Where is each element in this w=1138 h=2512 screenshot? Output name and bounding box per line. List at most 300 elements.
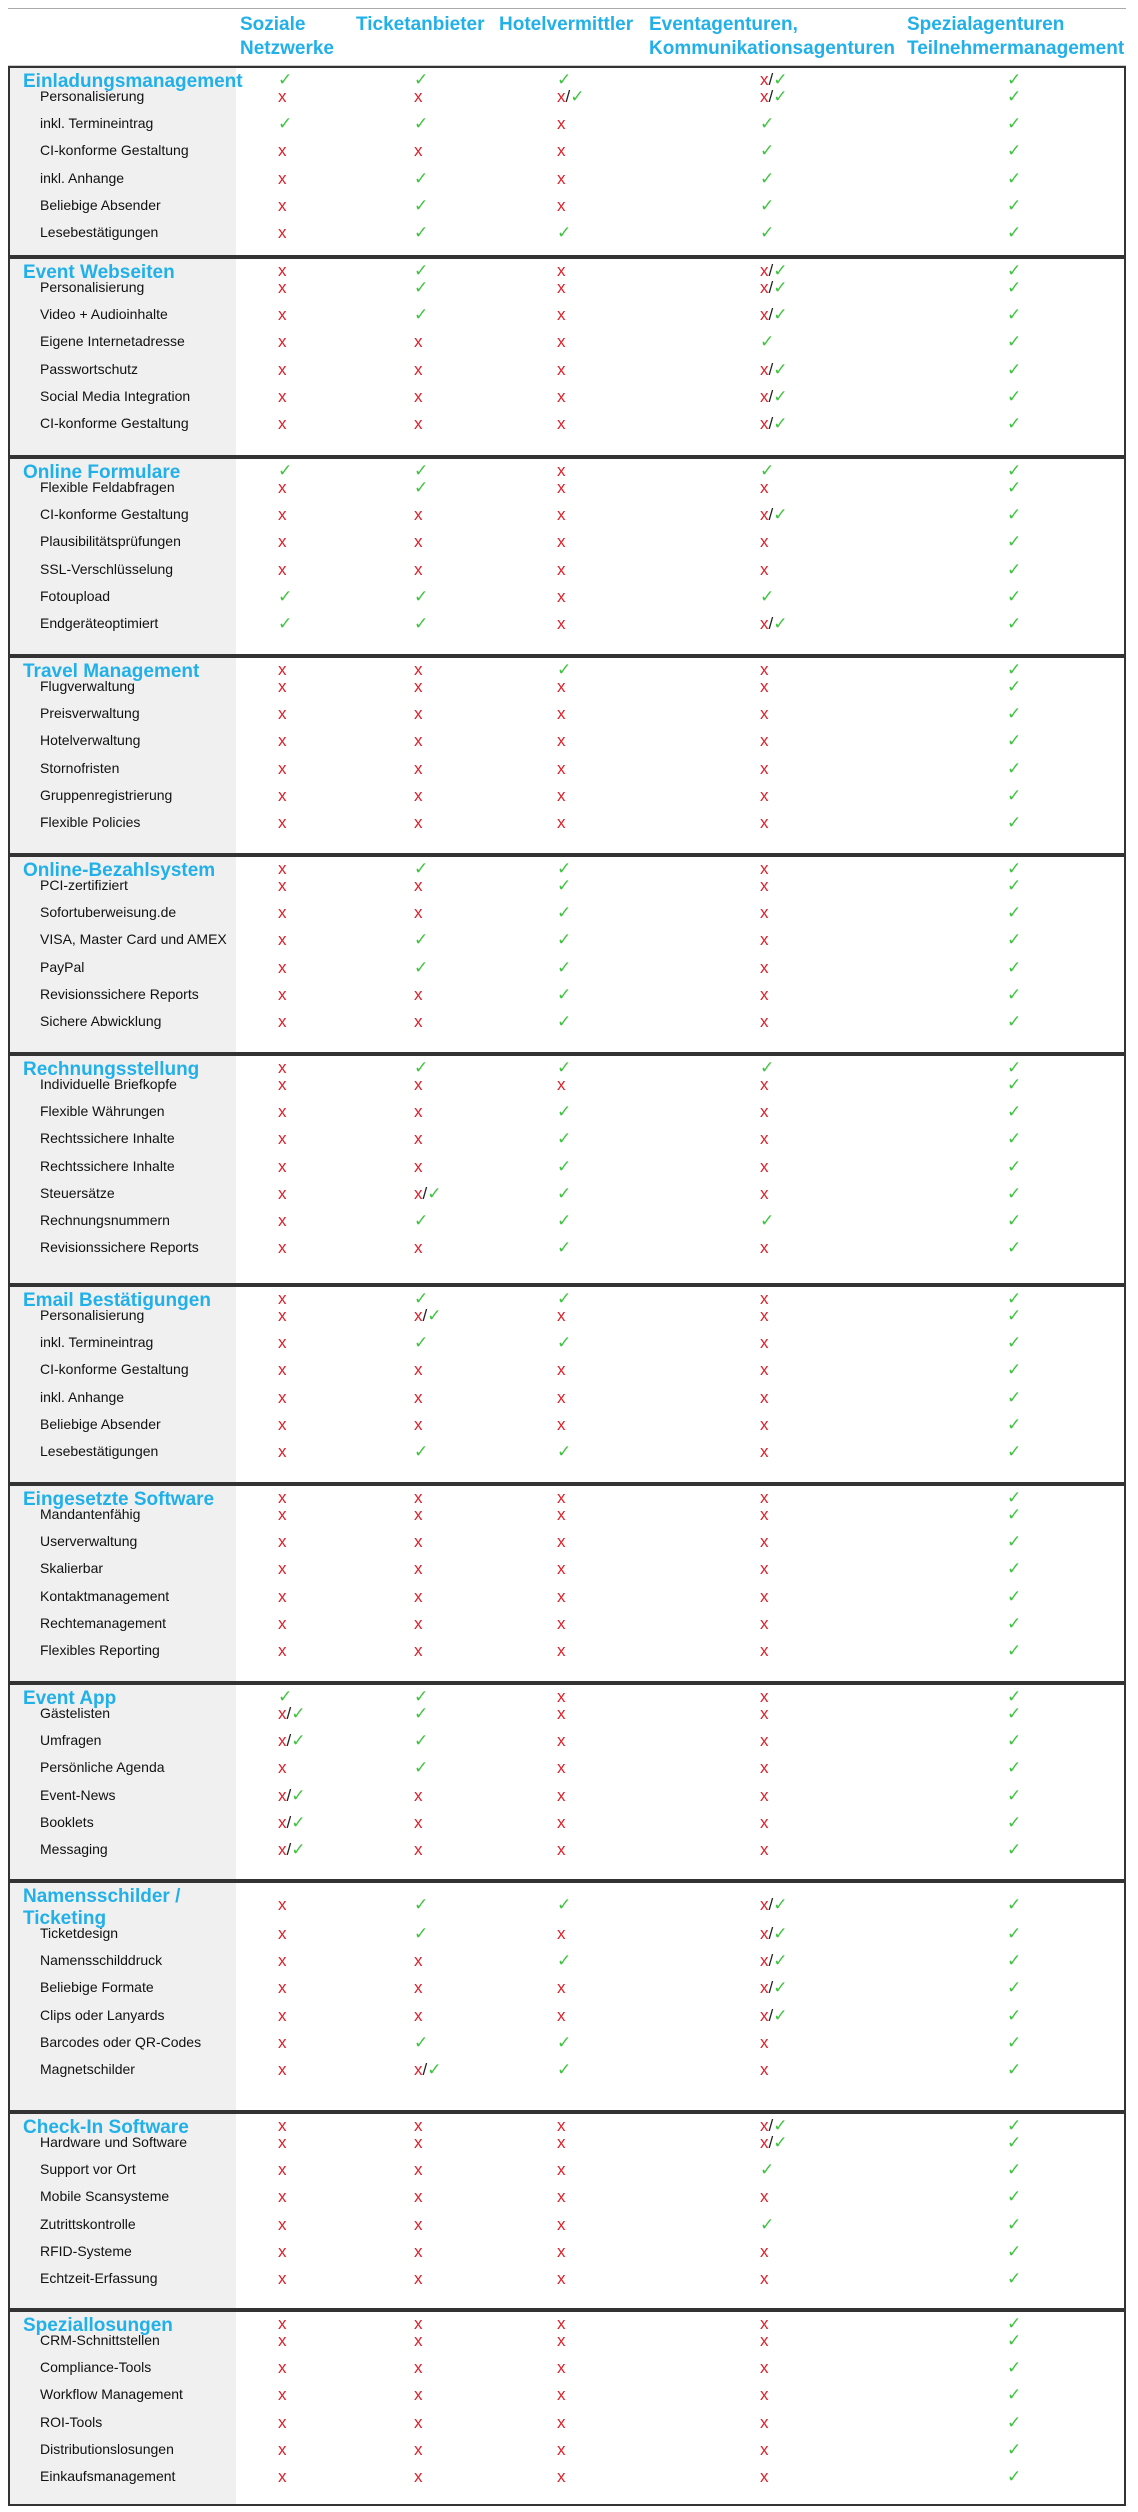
table-row (10, 1009, 1124, 1036)
no-mark: x (557, 1360, 566, 1380)
feature-label: Hotelverwaltung (40, 732, 141, 749)
feature-label: Magnetschilder (40, 2061, 135, 2077)
no-mark: x (278, 141, 287, 161)
check-icon: ✓ (1007, 278, 1022, 297)
table-row (10, 111, 1124, 138)
no-mark: x (278, 359, 287, 379)
check-icon: ✓ (1007, 1924, 1022, 1943)
no-mark: x (414, 1840, 423, 1859)
feature-label: Lesebestätigungen (40, 1443, 159, 1459)
no-mark: x (557, 2439, 566, 2459)
feature-label: Personalisierung (40, 88, 145, 104)
check-icon: ✓ (1007, 1075, 1022, 1094)
feature-label: SSL-Verschlüsselung (40, 560, 174, 577)
check-icon: ✓ (557, 1058, 572, 1077)
no-mark: x (278, 1183, 287, 1203)
partial-mark: x/✓ (760, 70, 788, 89)
check-icon: ✓ (557, 957, 572, 977)
no-mark: x (278, 1532, 287, 1552)
no-mark: x (278, 168, 287, 188)
feature-section (8, 66, 1126, 257)
check-icon: ✓ (1007, 386, 1022, 406)
table-row (10, 1948, 1124, 1975)
partial-mark: x/✓ (760, 261, 788, 280)
no-mark: x (278, 2241, 287, 2261)
check-icon: ✓ (1007, 461, 1022, 480)
feature-label: Revisionssichere Reports (40, 985, 199, 1002)
no-mark: x (760, 1812, 769, 1832)
feature-label: Workflow Management (40, 2386, 183, 2403)
no-mark: x (278, 1387, 287, 1407)
table-row (10, 783, 1124, 810)
table-row (10, 728, 1124, 755)
column-header-specialist-agencies: Spezialagenturen Teilnehmermanagement (907, 14, 1125, 59)
no-mark: x (557, 704, 566, 724)
no-mark: x (557, 1731, 566, 1751)
check-icon: ✓ (1007, 478, 1022, 497)
no-mark: x (278, 1058, 287, 1077)
section-title: Travel Management (23, 661, 200, 682)
no-mark: x (557, 1840, 566, 1859)
no-mark: x (557, 1586, 566, 1606)
feature-label: Fotoupload (40, 587, 111, 604)
section-title: Eingesetzte Software (23, 1489, 215, 1510)
check-icon: ✓ (414, 223, 429, 242)
no-mark: x (760, 1075, 769, 1094)
no-mark: x (557, 2412, 566, 2432)
feature-label: ROI-Tools (40, 2413, 103, 2430)
no-mark: x (278, 1414, 287, 1434)
no-mark: x (414, 2241, 423, 2261)
no-mark: x (760, 876, 769, 895)
no-mark: x (414, 2439, 423, 2459)
no-mark: x (414, 876, 423, 895)
no-mark: x (557, 2269, 566, 2288)
no-mark: x (557, 195, 566, 215)
feature-section (8, 1054, 1126, 1285)
no-mark: x (278, 278, 287, 297)
check-icon: ✓ (1007, 141, 1022, 161)
no-mark: x (557, 305, 566, 325)
table-row (10, 1701, 1124, 1728)
table-row (10, 2212, 1124, 2239)
no-mark: x (557, 2133, 566, 2152)
check-icon: ✓ (1007, 1183, 1022, 1203)
section-title: Event Webseiten (23, 262, 175, 283)
no-mark: x (557, 2214, 566, 2234)
check-icon: ✓ (557, 903, 572, 923)
no-mark: x (414, 1012, 423, 1031)
no-mark: x (557, 1505, 566, 1524)
check-icon: ✓ (1007, 532, 1022, 552)
check-icon: ✓ (1007, 2214, 1022, 2234)
check-icon: ✓ (760, 2214, 775, 2234)
feature-label: Flexibles Reporting (40, 1642, 160, 1658)
check-icon: ✓ (760, 114, 775, 134)
feature-label: Sichere Abwicklung (40, 1013, 162, 1029)
feature-label: Revisionssichere Reports (40, 1239, 199, 1256)
check-icon: ✓ (1007, 559, 1022, 579)
section-title: Speziallosungen (23, 2315, 173, 2336)
check-icon: ✓ (557, 1895, 572, 1914)
no-mark: x (278, 1360, 287, 1380)
table-row (10, 193, 1124, 220)
no-mark: x (557, 1559, 566, 1579)
partial-mark: x/✓ (414, 1183, 442, 1203)
check-icon: ✓ (760, 168, 775, 188)
feature-label: Gruppenregistrierung (40, 786, 173, 803)
partial-mark: x/✓ (278, 1840, 306, 1859)
check-icon: ✓ (1007, 2467, 1022, 2486)
check-icon: ✓ (1007, 1442, 1022, 1461)
no-mark: x (557, 1785, 566, 1805)
no-mark: x (414, 785, 423, 805)
check-icon: ✓ (278, 614, 293, 633)
table-row (10, 1975, 1124, 2002)
check-icon: ✓ (1007, 505, 1022, 525)
table-row (10, 1611, 1124, 1638)
no-mark: x (414, 903, 423, 923)
feature-label: Beliebige Formate (40, 1979, 154, 1996)
check-icon: ✓ (1007, 2269, 1022, 2288)
table-row (10, 1357, 1124, 1384)
check-icon: ✓ (1007, 586, 1022, 606)
check-icon: ✓ (1007, 614, 1022, 633)
check-icon: ✓ (557, 1951, 572, 1971)
no-mark: x (760, 660, 769, 679)
table-row (10, 411, 1124, 438)
feature-label: PayPal (40, 958, 85, 975)
check-icon: ✓ (1007, 731, 1022, 751)
check-icon: ✓ (414, 1924, 429, 1943)
no-mark: x (278, 1289, 287, 1308)
partial-mark: x/✓ (278, 1704, 306, 1723)
feature-label: Persönliche Agenda (40, 1759, 165, 1776)
no-mark: x (278, 984, 287, 1004)
no-mark: x (760, 1156, 769, 1176)
feature-label: Hardware und Software (40, 2134, 188, 2150)
table-row (10, 1638, 1124, 1665)
check-icon: ✓ (1007, 2358, 1022, 2378)
no-mark: x (760, 1012, 769, 1031)
check-icon: ✓ (1007, 261, 1022, 280)
table-row (10, 2382, 1124, 2409)
feature-label: Skalierbar (40, 1560, 104, 1577)
no-mark: x (278, 704, 287, 724)
no-mark: x (760, 1442, 769, 1461)
check-icon: ✓ (1007, 2412, 1022, 2432)
feature-label: Flexible Währungen (40, 1103, 165, 1120)
no-mark: x (760, 813, 769, 832)
table-row (10, 1529, 1124, 1556)
check-icon: ✓ (1007, 859, 1022, 878)
check-icon: ✓ (1007, 2160, 1022, 2180)
no-mark: x (278, 1641, 287, 1660)
check-icon: ✓ (557, 1102, 572, 1122)
check-icon: ✓ (278, 461, 293, 480)
no-mark: x (760, 2241, 769, 2261)
feature-label: Rechnungsnummern (40, 1212, 170, 1228)
check-icon: ✓ (414, 261, 429, 280)
check-icon: ✓ (1007, 2314, 1022, 2333)
no-mark: x (278, 2331, 287, 2350)
no-mark: x (278, 2060, 287, 2079)
no-mark: x (414, 2331, 423, 2350)
section-title: Email Bestätigungen (23, 1290, 211, 1311)
table-row (10, 529, 1124, 556)
check-icon: ✓ (1007, 876, 1022, 895)
no-mark: x (278, 1951, 287, 1971)
check-icon: ✓ (1007, 414, 1022, 433)
no-mark: x (414, 1075, 423, 1094)
feature-label: Endgeräteoptimiert (40, 615, 159, 631)
check-icon: ✓ (1007, 1758, 1022, 1778)
no-mark: x (278, 305, 287, 325)
check-icon: ✓ (1007, 930, 1022, 950)
no-mark: x (414, 731, 423, 751)
check-icon: ✓ (414, 586, 429, 606)
table-row (10, 674, 1124, 701)
feature-label: Flexible Feldabfragen (40, 479, 175, 495)
feature-section (8, 1484, 1126, 1683)
no-mark: x (557, 2005, 566, 2025)
check-icon: ✓ (1007, 704, 1022, 724)
feature-label: inkl. Anhange (40, 1388, 125, 1405)
no-mark: x (278, 2412, 287, 2432)
no-mark: x (760, 785, 769, 805)
no-mark: x (557, 731, 566, 751)
table-row (10, 2266, 1124, 2293)
table-row (10, 2057, 1124, 2084)
feature-label: Umfragen (40, 1732, 102, 1749)
no-mark: x (557, 785, 566, 805)
no-mark: x (557, 278, 566, 297)
no-mark: x (278, 930, 287, 950)
no-mark: x (414, 2187, 423, 2207)
check-icon: ✓ (1007, 1704, 1022, 1723)
no-mark: x (557, 461, 566, 480)
check-icon: ✓ (1007, 1613, 1022, 1633)
check-icon: ✓ (760, 195, 775, 215)
no-mark: x (760, 1641, 769, 1660)
section-title: Event App (23, 1688, 117, 1709)
feature-label: Personalisierung (40, 279, 145, 295)
check-icon: ✓ (1007, 70, 1022, 89)
partial-mark: x/✓ (760, 278, 788, 297)
no-mark: x (278, 414, 287, 433)
no-mark: x (557, 2160, 566, 2180)
partial-mark: x/✓ (760, 414, 788, 433)
no-mark: x (760, 1559, 769, 1579)
no-mark: x (760, 1333, 769, 1353)
check-icon: ✓ (414, 1687, 429, 1706)
no-mark: x (278, 1306, 287, 1325)
no-mark: x (414, 2358, 423, 2378)
no-mark: x (278, 731, 287, 751)
check-icon: ✓ (557, 1012, 572, 1031)
check-icon: ✓ (557, 1333, 572, 1353)
no-mark: x (278, 2116, 287, 2135)
table-row (10, 2239, 1124, 2266)
check-icon: ✓ (414, 2032, 429, 2052)
partial-mark: x/✓ (760, 1951, 788, 1971)
check-icon: ✓ (557, 1156, 572, 1176)
no-mark: x (414, 1586, 423, 1606)
check-icon: ✓ (557, 1211, 572, 1230)
no-mark: x (760, 984, 769, 1004)
check-icon: ✓ (557, 2060, 572, 2079)
no-mark: x (414, 1488, 423, 1507)
partial-mark: x/✓ (414, 1306, 442, 1325)
no-mark: x (278, 2314, 287, 2333)
no-mark: x (278, 386, 287, 406)
table-row (10, 2157, 1124, 2184)
no-mark: x (760, 1687, 769, 1706)
no-mark: x (557, 1687, 566, 1706)
no-mark: x (278, 1442, 287, 1461)
feature-label: Rechtssichere Inhalte (40, 1157, 175, 1174)
table-row (10, 1154, 1124, 1181)
no-mark: x (278, 478, 287, 497)
no-mark: x (278, 876, 287, 895)
no-mark: x (414, 1156, 423, 1176)
check-icon: ✓ (1007, 1785, 1022, 1805)
check-icon: ✓ (1007, 168, 1022, 188)
no-mark: x (760, 2032, 769, 2052)
table-row (10, 1126, 1124, 1153)
no-mark: x (760, 1785, 769, 1805)
no-mark: x (557, 386, 566, 406)
table-row (10, 1783, 1124, 1810)
no-mark: x (760, 1505, 769, 1524)
check-icon: ✓ (557, 859, 572, 878)
no-mark: x (414, 359, 423, 379)
no-mark: x (414, 2269, 423, 2288)
no-mark: x (278, 2133, 287, 2152)
no-mark: x (414, 87, 423, 106)
no-mark: x (278, 957, 287, 977)
no-mark: x (760, 704, 769, 724)
no-mark: x (278, 2032, 287, 2052)
feature-label: Kontaktmanagement (40, 1587, 170, 1604)
table-row (10, 1235, 1124, 1262)
no-mark: x (760, 2467, 769, 2486)
no-mark: x (278, 1758, 287, 1778)
partial-mark: x/✓ (760, 2133, 788, 2152)
partial-mark: x/✓ (760, 87, 788, 106)
no-mark: x (760, 1289, 769, 1308)
table-row (10, 2410, 1124, 2437)
check-icon: ✓ (1007, 332, 1022, 352)
no-mark: x (557, 2331, 566, 2350)
check-icon: ✓ (414, 1211, 429, 1230)
no-mark: x (278, 332, 287, 352)
no-mark: x (414, 1129, 423, 1149)
check-icon: ✓ (278, 114, 293, 134)
feature-label: Video + Audioinhalte (40, 306, 168, 323)
no-mark: x (557, 2314, 566, 2333)
table-row (10, 2328, 1124, 2355)
no-mark: x (278, 758, 287, 778)
no-mark: x (760, 2060, 769, 2079)
feature-label: Social Media Integration (40, 387, 191, 404)
feature-label: Mandantenfähig (40, 1506, 141, 1522)
feature-label: CI-konforme Gestaltung (40, 415, 189, 431)
check-icon: ✓ (1007, 1012, 1022, 1031)
feature-label: Stornofristen (40, 759, 120, 776)
feature-label: Beliebige Absender (40, 1415, 161, 1432)
check-icon: ✓ (414, 859, 429, 878)
feature-label: Rechtssichere Inhalte (40, 1130, 175, 1147)
partial-mark: x/✓ (414, 2060, 442, 2079)
check-icon: ✓ (1007, 195, 1022, 215)
no-mark: x (414, 758, 423, 778)
no-mark: x (278, 505, 287, 525)
check-icon: ✓ (278, 70, 293, 89)
no-mark: x (278, 195, 287, 215)
no-mark: x (278, 1586, 287, 1606)
check-icon: ✓ (1007, 2385, 1022, 2405)
no-mark: x (760, 2187, 769, 2207)
feature-section (8, 1683, 1126, 1881)
feature-section (8, 656, 1126, 855)
no-mark: x (760, 1414, 769, 1434)
column-header-event-agencies: Eventagenturen, Kommunikationsagenturen (649, 14, 895, 59)
check-icon: ✓ (1007, 1488, 1022, 1507)
feature-label: CRM-Schnittstellen (40, 2332, 160, 2348)
check-icon: ✓ (1007, 1641, 1022, 1660)
check-icon: ✓ (1007, 1978, 1022, 1998)
check-icon: ✓ (557, 2032, 572, 2052)
no-mark: x (760, 2331, 769, 2350)
no-mark: x (557, 332, 566, 352)
feature-label: Einkaufsmanagement (40, 2468, 176, 2484)
no-mark: x (414, 1951, 423, 1971)
check-icon: ✓ (557, 1183, 572, 1203)
no-mark: x (414, 1559, 423, 1579)
no-mark: x (557, 1488, 566, 1507)
check-icon: ✓ (1007, 1238, 1022, 1258)
no-mark: x (278, 261, 287, 280)
no-mark: x (414, 984, 423, 1004)
check-icon: ✓ (1007, 1102, 1022, 1122)
partial-mark: x/✓ (760, 2116, 788, 2135)
feature-label: Flexible Policies (40, 814, 141, 830)
check-icon: ✓ (760, 586, 775, 606)
no-mark: x (278, 1238, 287, 1258)
no-mark: x (414, 1812, 423, 1832)
table-row (10, 1728, 1124, 1755)
partial-mark: x/✓ (760, 614, 788, 633)
no-mark: x (760, 2412, 769, 2432)
check-icon: ✓ (1007, 1559, 1022, 1579)
check-icon: ✓ (760, 223, 775, 242)
feature-label: Clips oder Lanyards (40, 2006, 165, 2023)
feature-label: Messaging (40, 1841, 108, 1857)
table-row (10, 927, 1124, 954)
feature-section (8, 1881, 1126, 2112)
section-title: Check-In Software (23, 2117, 189, 2138)
check-icon: ✓ (1007, 785, 1022, 805)
no-mark: x (557, 677, 566, 696)
no-mark: x (278, 859, 287, 878)
check-icon: ✓ (1007, 1129, 1022, 1149)
check-icon: ✓ (414, 168, 429, 188)
feature-label: Plausibilitätsprüfungen (40, 533, 181, 550)
partial-mark: x/✓ (278, 1812, 306, 1832)
table-row (10, 557, 1124, 584)
no-mark: x (760, 930, 769, 950)
